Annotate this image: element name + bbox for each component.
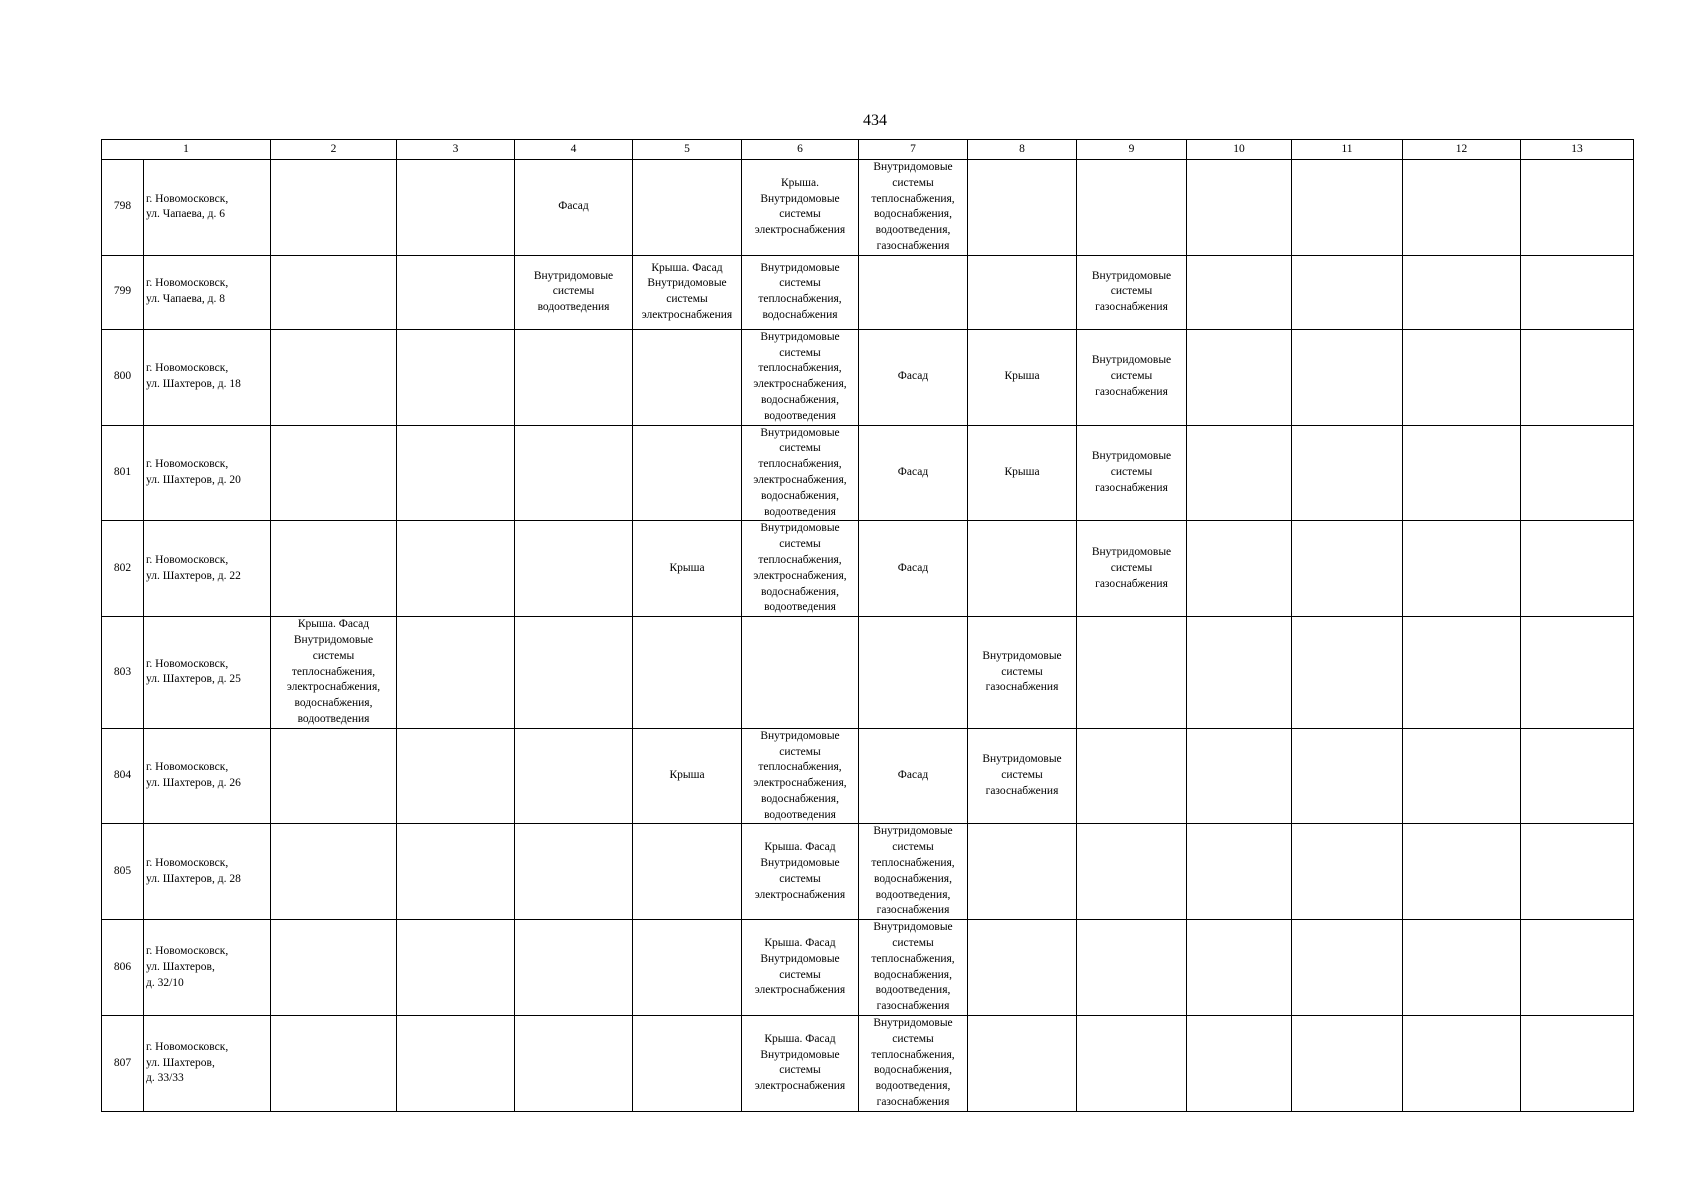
work-cell	[633, 920, 742, 1016]
work-text: Внутридомовые системы газоснабжения	[982, 753, 1062, 797]
work-cell	[742, 824, 859, 920]
work-cell	[859, 728, 968, 824]
table-row	[102, 920, 1634, 1016]
work-text: Внутридомовые системы теплоснабжения, электроснабжения, водоснабжения, водоотведения	[753, 522, 847, 614]
work-cell	[742, 1016, 859, 1112]
work-cell	[515, 920, 633, 1016]
work-cell	[271, 160, 397, 256]
work-text: Крыша. Фасад Внутридомовые системы электроснабжения	[754, 1032, 846, 1093]
work-cell	[515, 160, 633, 256]
work-cell	[859, 824, 968, 920]
work-cell	[633, 160, 742, 256]
work-cell	[1187, 728, 1292, 824]
work-cell	[1077, 255, 1187, 329]
header-cell: 6	[742, 140, 859, 160]
header-row	[102, 140, 1634, 160]
work-cell	[859, 255, 968, 329]
row-number: 806	[102, 920, 144, 1016]
row-number: 800	[102, 329, 144, 425]
work-cell	[1521, 824, 1634, 920]
work-cell	[1292, 425, 1403, 521]
table-row	[102, 617, 1634, 729]
address-text: г. Новомосковск, ул. Шахтеров, д. 18	[146, 362, 241, 391]
address-cell	[144, 728, 271, 824]
work-cell	[1521, 920, 1634, 1016]
work-cell	[742, 920, 859, 1016]
work-cell	[1292, 521, 1403, 617]
work-cell	[1521, 521, 1634, 617]
work-cell	[1403, 1016, 1521, 1112]
work-cell	[1521, 255, 1634, 329]
work-cell	[271, 824, 397, 920]
address-text: г. Новомосковск, ул. Чапаева, д. 8	[146, 277, 229, 306]
work-cell	[633, 824, 742, 920]
work-text: Крыша. Фасад Внутридомовые системы электроснабжения	[754, 841, 846, 901]
address-cell	[144, 920, 271, 1016]
work-cell	[1403, 329, 1521, 425]
work-cell	[515, 824, 633, 920]
work-cell	[397, 521, 515, 617]
work-cell	[1521, 617, 1634, 729]
work-cell	[515, 425, 633, 521]
work-cell	[1077, 521, 1187, 617]
work-cell	[968, 255, 1077, 329]
address-cell	[144, 521, 271, 617]
work-text: Внутридомовые системы теплоснабжения, электроснабжения, водоснабжения, водоотведения	[753, 330, 847, 422]
work-cell	[859, 617, 968, 729]
work-cell	[633, 728, 742, 824]
work-cell	[1403, 521, 1521, 617]
work-cell	[859, 425, 968, 521]
work-cell	[633, 617, 742, 729]
work-text: Фасад	[897, 561, 929, 574]
work-text: Внутридомовые системы теплоснабжения, водоснабжения, водоотведения, газоснабжения	[871, 161, 955, 252]
work-cell	[1292, 617, 1403, 729]
work-cell	[397, 617, 515, 729]
address-text: г. Новомосковск, ул. Чапаева, д. 6	[146, 192, 229, 221]
work-cell	[515, 728, 633, 824]
address-text: г. Новомосковск, ул. Шахтеров, д. 32/10	[146, 944, 229, 989]
header-cell: 10	[1187, 140, 1292, 160]
address-text: г. Новомосковск, ул. Шахтеров, д. 22	[146, 553, 241, 582]
work-cell	[968, 1016, 1077, 1112]
repair-schedule-table	[101, 139, 1634, 1112]
row-number: 798	[102, 160, 144, 256]
work-cell	[859, 1016, 968, 1112]
work-cell	[1077, 160, 1187, 256]
work-cell	[271, 920, 397, 1016]
work-cell	[515, 1016, 633, 1112]
header-cell: 7	[859, 140, 968, 160]
work-cell	[859, 920, 968, 1016]
work-cell	[397, 425, 515, 521]
address-text: г. Новомосковск, ул. Шахтеров, д. 33/33	[146, 1040, 229, 1085]
work-cell	[397, 255, 515, 329]
work-cell	[397, 160, 515, 256]
work-cell	[968, 728, 1077, 824]
work-cell	[271, 617, 397, 729]
row-number: 805	[102, 824, 144, 920]
header-cell: 1	[102, 140, 271, 160]
work-cell	[271, 1016, 397, 1112]
work-cell	[633, 1016, 742, 1112]
table-row	[102, 824, 1634, 920]
row-number: 799	[102, 255, 144, 329]
header-cell: 8	[968, 140, 1077, 160]
work-cell	[271, 255, 397, 329]
work-cell	[968, 329, 1077, 425]
work-cell	[1292, 920, 1403, 1016]
table-row	[102, 521, 1634, 617]
work-text: Крыша	[669, 561, 705, 574]
row-number: 802	[102, 521, 144, 617]
work-cell	[1187, 521, 1292, 617]
header-cell: 12	[1403, 140, 1521, 160]
work-text: Внутридомовые системы теплоснабжения, водоснабжения	[758, 261, 842, 322]
work-text: Крыша	[669, 769, 705, 782]
work-cell	[1077, 425, 1187, 521]
work-cell	[1521, 728, 1634, 824]
work-cell	[742, 617, 859, 729]
work-cell	[1187, 617, 1292, 729]
work-cell	[1403, 425, 1521, 521]
work-cell	[1403, 728, 1521, 824]
header-cell: 13	[1521, 140, 1634, 160]
work-cell	[633, 521, 742, 617]
work-cell	[1521, 329, 1634, 425]
table-row	[102, 425, 1634, 521]
work-cell	[1521, 425, 1634, 521]
work-cell	[1292, 824, 1403, 920]
table-row	[102, 255, 1634, 329]
table-row	[102, 1016, 1634, 1112]
address-text: г. Новомосковск, ул. Шахтеров, д. 28	[146, 857, 241, 885]
work-text: Крыша. Фасад Внутридомовые системы электроснабжения	[754, 937, 846, 997]
work-text: Крыша. Внутридомовые системы электроснабжения	[754, 176, 846, 237]
work-cell	[1077, 920, 1187, 1016]
address-cell	[144, 1016, 271, 1112]
work-text: Крыша. Фасад Внутридомовые системы теплоснабжения, электроснабжения, водоснабжения, водоотведения	[286, 618, 381, 725]
header-cell: 9	[1077, 140, 1187, 160]
work-cell	[1292, 1016, 1403, 1112]
table-row	[102, 160, 1634, 256]
work-cell	[1077, 1016, 1187, 1112]
address-text: г. Новомосковск, ул. Шахтеров, д. 26	[146, 761, 241, 790]
work-cell	[1403, 255, 1521, 329]
work-cell	[515, 617, 633, 729]
work-cell	[633, 255, 742, 329]
work-cell	[515, 329, 633, 425]
work-text: Крыша. Фасад Внутридомовые системы электроснабжения	[641, 261, 733, 322]
work-cell	[397, 824, 515, 920]
work-cell	[1077, 329, 1187, 425]
work-cell	[1521, 1016, 1634, 1112]
work-cell	[271, 329, 397, 425]
work-cell	[515, 255, 633, 329]
header-cell: 4	[515, 140, 633, 160]
work-cell	[397, 920, 515, 1016]
header-cell: 2	[271, 140, 397, 160]
work-cell	[742, 329, 859, 425]
work-cell	[633, 425, 742, 521]
work-cell	[742, 728, 859, 824]
work-cell	[1187, 824, 1292, 920]
work-text: Фасад	[897, 769, 929, 782]
work-text: Крыша	[1004, 466, 1040, 479]
work-cell	[633, 329, 742, 425]
table-row	[102, 329, 1634, 425]
work-cell	[1187, 329, 1292, 425]
work-text: Внутридомовые системы теплоснабжения, электроснабжения, водоснабжения, водоотведения	[753, 426, 847, 518]
work-cell	[397, 329, 515, 425]
page-number: 434	[863, 112, 887, 129]
address-cell	[144, 329, 271, 425]
row-number: 807	[102, 1016, 144, 1112]
work-cell	[1292, 160, 1403, 256]
work-cell	[1292, 329, 1403, 425]
work-cell	[859, 160, 968, 256]
header-cell: 3	[397, 140, 515, 160]
work-text: Внутридомовые системы газоснабжения	[1091, 546, 1172, 590]
work-cell	[397, 1016, 515, 1112]
header-cell: 5	[633, 140, 742, 160]
work-cell	[1292, 728, 1403, 824]
work-text: Внутридомовые системы водоотведения	[533, 269, 614, 314]
address-cell	[144, 425, 271, 521]
address-cell	[144, 255, 271, 329]
work-cell	[968, 920, 1077, 1016]
work-cell	[1403, 160, 1521, 256]
work-text: Внутридомовые системы теплоснабжения, водоснабжения, водоотведения, газоснабжения	[871, 921, 955, 1013]
work-cell	[1187, 425, 1292, 521]
work-text: Внутридомовые системы теплоснабжения, электроснабжения, водоснабжения, водоотведения	[753, 729, 847, 821]
work-cell	[742, 425, 859, 521]
work-cell	[271, 728, 397, 824]
row-number: 801	[102, 425, 144, 521]
work-text: Внутридомовые системы газоснабжения	[1091, 269, 1172, 314]
work-cell	[968, 824, 1077, 920]
address-cell	[144, 160, 271, 256]
work-cell	[1077, 824, 1187, 920]
work-cell	[968, 617, 1077, 729]
work-text: Фасад	[558, 200, 589, 213]
work-cell	[1077, 728, 1187, 824]
row-number: 803	[102, 617, 144, 729]
work-cell	[742, 160, 859, 256]
work-text: Внутридомовые системы газоснабжения	[982, 649, 1062, 694]
work-text: Внутридомовые системы газоснабжения	[1091, 354, 1172, 399]
work-cell	[968, 160, 1077, 256]
work-text: Крыша	[1004, 370, 1040, 383]
address-cell	[144, 824, 271, 920]
work-cell	[271, 521, 397, 617]
work-cell	[1187, 255, 1292, 329]
work-cell	[1403, 920, 1521, 1016]
work-cell	[1521, 160, 1634, 256]
header-cell: 11	[1292, 140, 1403, 160]
address-text: г. Новомосковск, ул. Шахтеров, д. 20	[146, 458, 241, 486]
work-cell	[1187, 1016, 1292, 1112]
work-cell	[1403, 824, 1521, 920]
table-row	[102, 728, 1634, 824]
work-cell	[1077, 617, 1187, 729]
work-cell	[859, 521, 968, 617]
address-cell	[144, 617, 271, 729]
work-cell	[515, 521, 633, 617]
work-cell	[1403, 617, 1521, 729]
work-cell	[859, 329, 968, 425]
work-cell	[968, 425, 1077, 521]
work-cell	[968, 521, 1077, 617]
work-cell	[742, 255, 859, 329]
work-cell	[1187, 160, 1292, 256]
work-cell	[271, 425, 397, 521]
work-text: Внутридомовые системы теплоснабжения, водоснабжения, водоотведения, газоснабжения	[871, 1017, 955, 1109]
work-text: Фасад	[897, 370, 929, 383]
work-cell	[1187, 920, 1292, 1016]
address-text: г. Новомосковск, ул. Шахтеров, д. 25	[146, 657, 241, 686]
row-number: 804	[102, 728, 144, 824]
work-text: Внутридомовые системы теплоснабжения, водоснабжения, водоотведения, газоснабжения	[871, 825, 955, 917]
work-text: Фасад	[897, 466, 929, 479]
work-text: Внутридомовые системы газоснабжения	[1091, 450, 1172, 494]
work-cell	[742, 521, 859, 617]
work-cell	[1292, 255, 1403, 329]
work-cell	[397, 728, 515, 824]
